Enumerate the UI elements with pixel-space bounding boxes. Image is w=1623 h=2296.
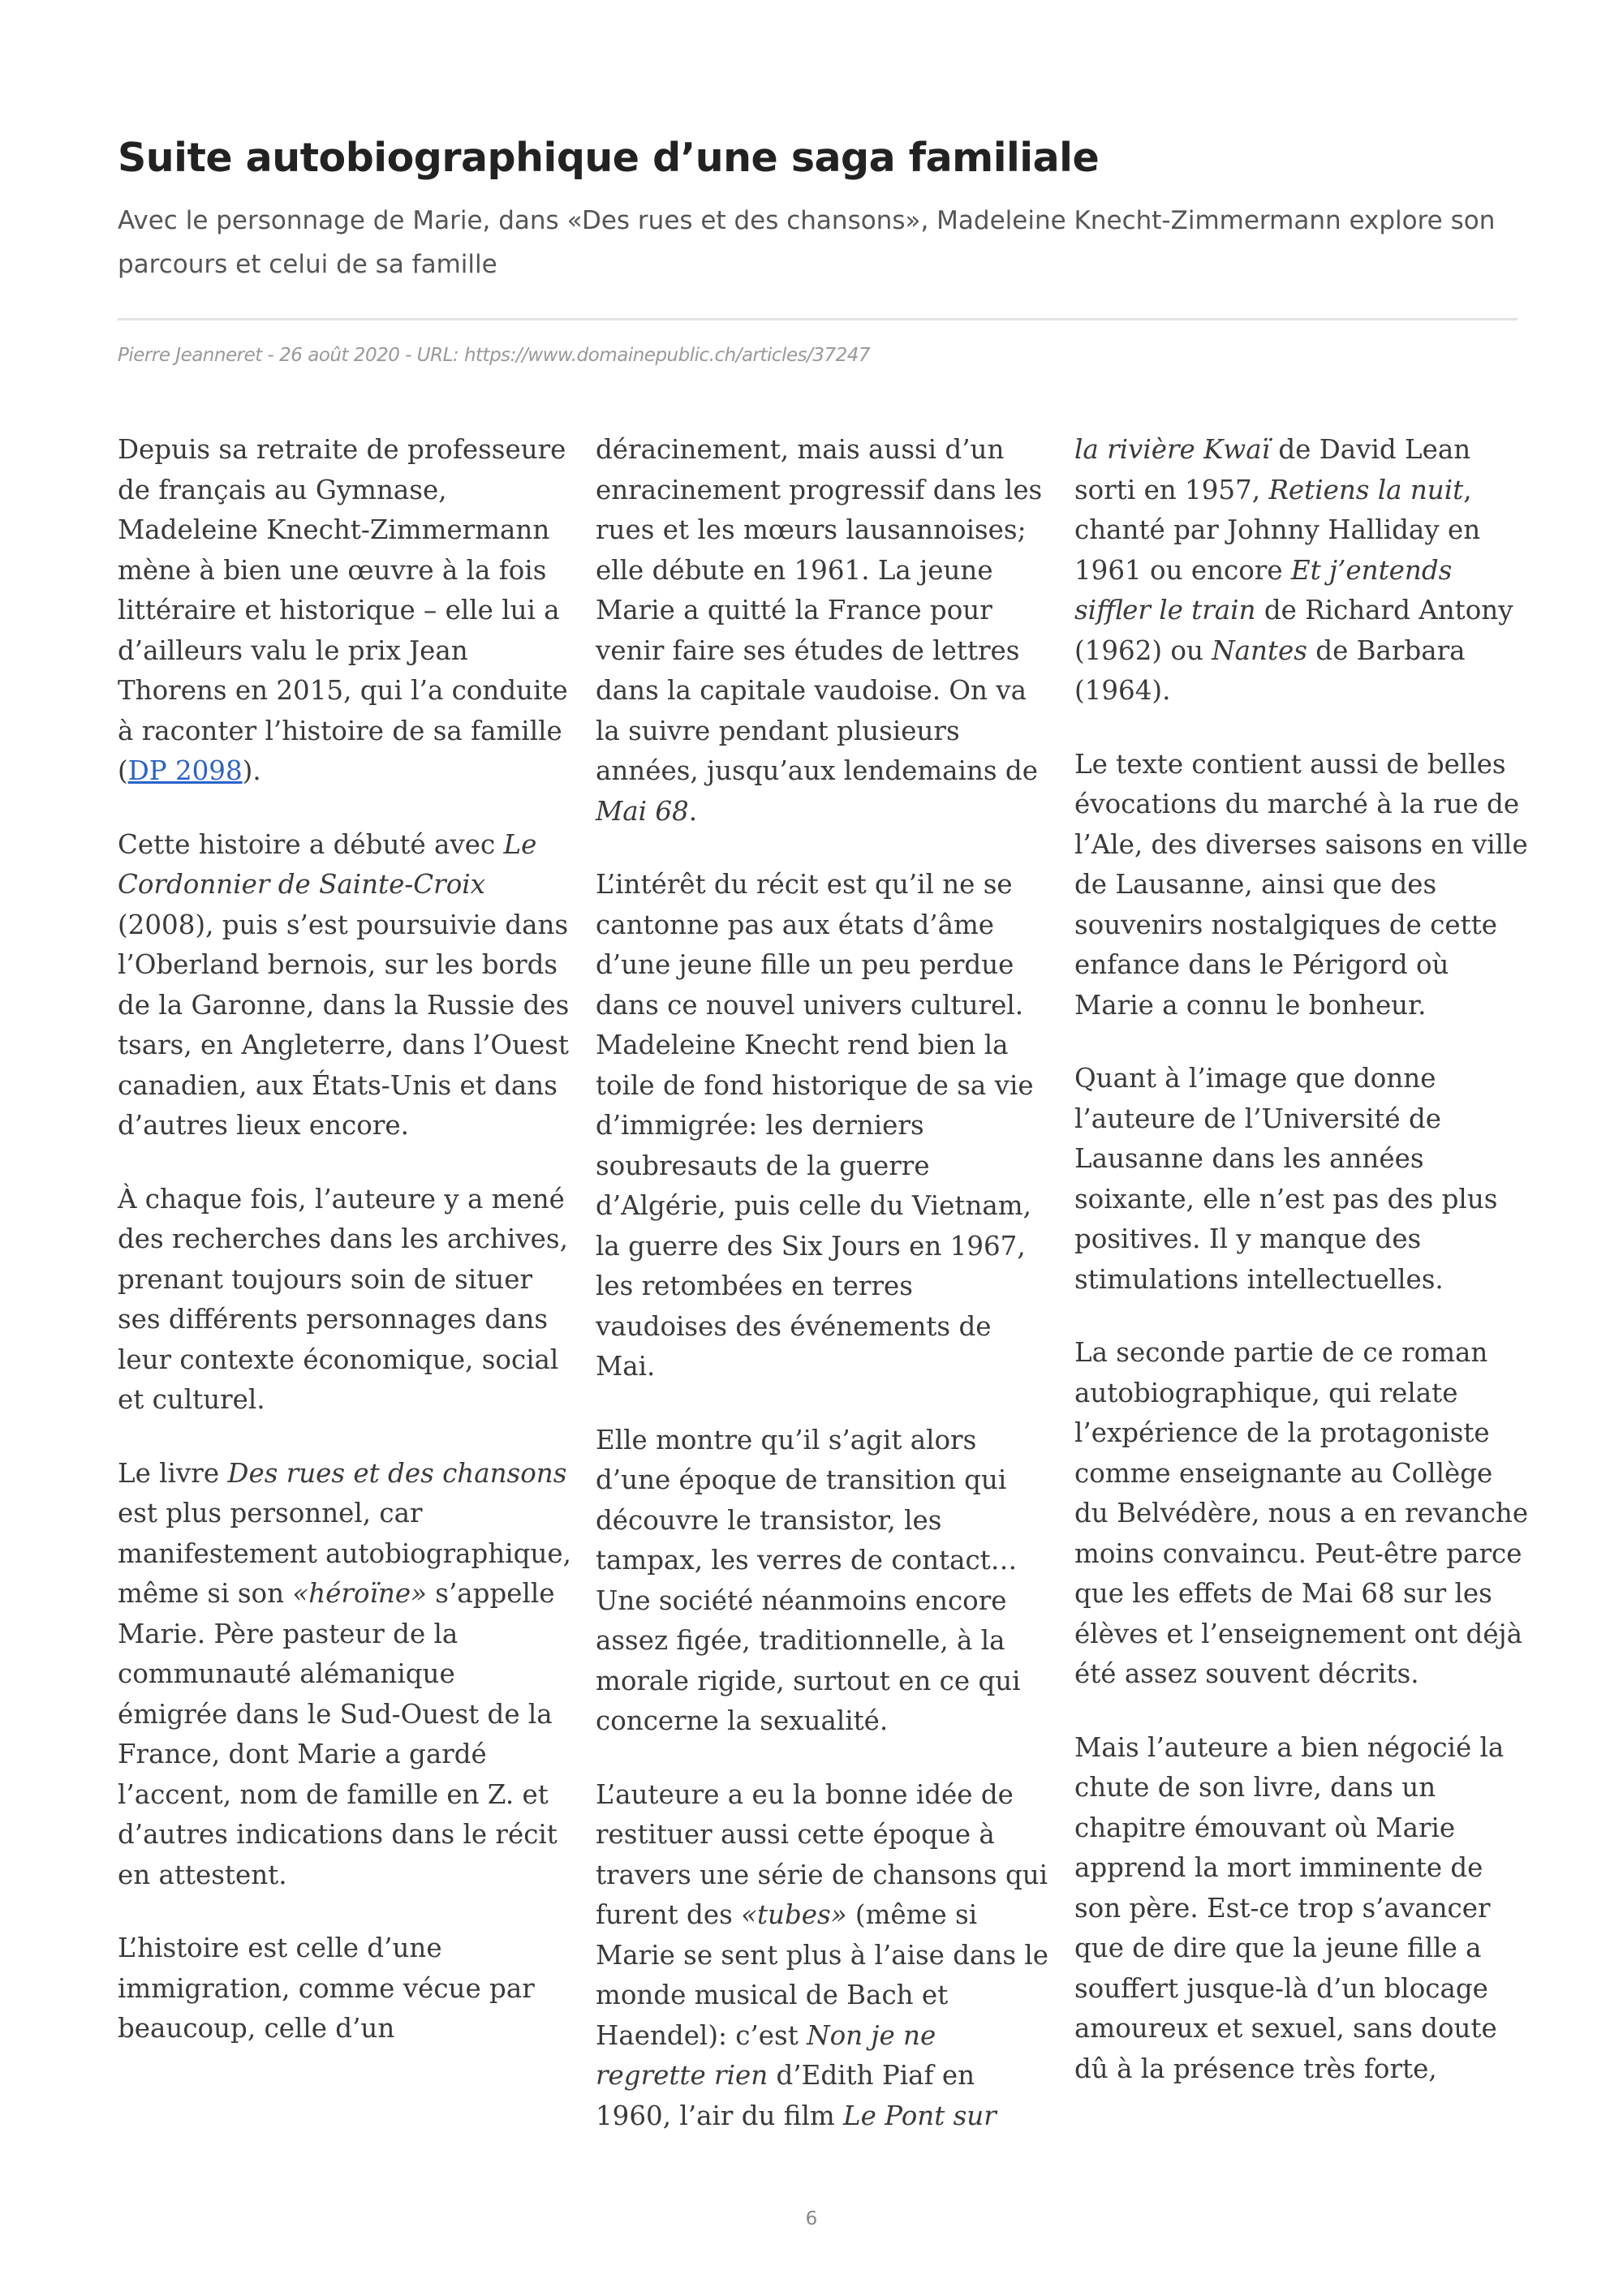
text-column-3 <box>1074 430 1529 2122</box>
paragraph: Cette histoire a débuté avec Le Cordonnier de Sainte-Croix (2008), puis s’est poursuivie dans l’Oberland bernois, sur les bords de la Garonne, dans la Russie des tsars, en Angleterre, dans l’Ouest canadien, aux États-Unis et dans d’autres lieux encore. <box>118 828 570 1141</box>
page-number: 6 <box>805 2208 818 2229</box>
paragraph: Quant à l’image que donne l’auteure de l’Université de Lausanne dans les années soixante, elle n’est pas des plus positives. Il y manque des stimulations intellectuelles. <box>1074 1063 1498 1295</box>
dp-2098-link[interactable]: DP 2098 <box>127 755 243 786</box>
text-column-1 <box>118 430 572 2083</box>
text-column-2 <box>596 430 1050 2169</box>
article-title: Suite autobiographique d’une saga familiale <box>118 135 1100 181</box>
paragraph: L’auteure a eu la bonne idée de restituer aussi cette époque à travers une série de chansons qui furent des «tubes» (même si Marie se sent plus à l’aise dans le monde musical de Bach et Haendel): c’est Non je ne regrette rien d’Edith Piaf en 1960, l’air du film Le Pont sur <box>596 1778 1048 2131</box>
paragraph: Mais l’auteure a bien négocié la chute de son livre, dans un chapitre émouvant où Marie apprend la mort imminente de son père. Est-ce trop s’avancer que de dire que la jeune fille a souffert jusque-là d’un blocage amoureux et sexuel, sans doute dû à la présence très forte, <box>1074 1731 1505 2084</box>
paragraph: la rivière Kwaï de David Lean sorti en 1957, Retiens la nuit, chanté par Johnny Halliday en 1961 ou encore Et j’entends siffler le train de Richard Antony (1962) ou Nantes de Barbara (1964). <box>1074 434 1513 706</box>
paragraph: L’intérêt du récit est qu’il ne se cantonne pas aux états d’âme d’une jeune fille un peu perdue dans ce nouvel univers culturel. Madeleine Knecht rend bien la toile de fond historique de sa vie d’immigrée: les derniers soubresauts de la guerre d’Algérie, puis celle du Vietnam, la guerre des Six Jours en 1967, les retombées en terres vaudoises des événements de Mai. <box>596 869 1034 1382</box>
paragraph: L’histoire est celle d’une immigration, comme vécue par beaucoup, celle d’un <box>118 1933 535 2044</box>
paragraph: Elle montre qu’il s’agit alors d’une époque de transition qui découvre le transistor, les tampax, les verres de contact… Une société néanmoins encore assez figée, traditionnelle, à la morale rigide, surtout en ce qui concerne la sexualité. <box>596 1424 1021 1736</box>
divider <box>118 318 1518 320</box>
paragraph: La seconde partie de ce roman autobiographique, qui relate l’expérience de la protagoniste comme enseignante au Collège du Belvédère, nous a en revanche moins convaincu. Peut-être parce que les effets de Mai 68 sur les élèves et l’enseignement ont déjà été assez souvent décrits. <box>1074 1337 1529 1689</box>
paragraph: Le livre Des rues et des chansons est plus personnel, car manifestement autobiographique, même si son «héroïne» s’appelle Marie. Père pasteur de la communauté alémanique émigrée dans le Sud-Ouest de la France, dont Marie a gardé l’accent, nom de famille en Z. et d’autres indications dans le récit en attestent. <box>118 1457 571 1890</box>
paragraph: Le texte contient aussi de belles évocations du marché à la rue de l’Ale, des diverses saisons en ville de Lausanne, ainsi que des souvenirs nostalgiques de cette enfance dans le Périgord où Marie a connu le bonheur. <box>1074 748 1528 1021</box>
article-meta: Pierre Jeanneret - 26 août 2020 - URL: https://www.domainepublic.ch/articles/37247 <box>118 345 870 366</box>
article-subtitle: Avec le personnage de Marie, dans «Des rues et des chansons», Madeleine Knecht-Zimmermann explore son parcours et celui de sa famille <box>118 206 1496 279</box>
paragraph: Depuis sa retraite de professeure de français au Gymnase, Madeleine Knecht-Zimmermann mène à bien une œuvre à la fois littéraire et historique – elle lui a d’ailleurs valu le prix Jean Thorens en 2015, qui l’a conduite à raconter l’histoire de sa famille (DP 2098). <box>118 434 568 786</box>
paragraph: déracinement, mais aussi d’un enracinement progressif dans les rues et les mœurs lausannoises; elle débute en 1961. La jeune Marie a quitté la France pour venir faire ses études de lettres dans la capitale vaudoise. On va la suivre pendant plusieurs années, jusqu’aux lendemains de Mai 68. <box>596 434 1043 827</box>
paragraph: À chaque fois, l’auteure y a mené des recherches dans les archives, prenant toujours soin de situer ses différents personnages dans leur contexte économique, social et culturel. <box>118 1183 568 1415</box>
